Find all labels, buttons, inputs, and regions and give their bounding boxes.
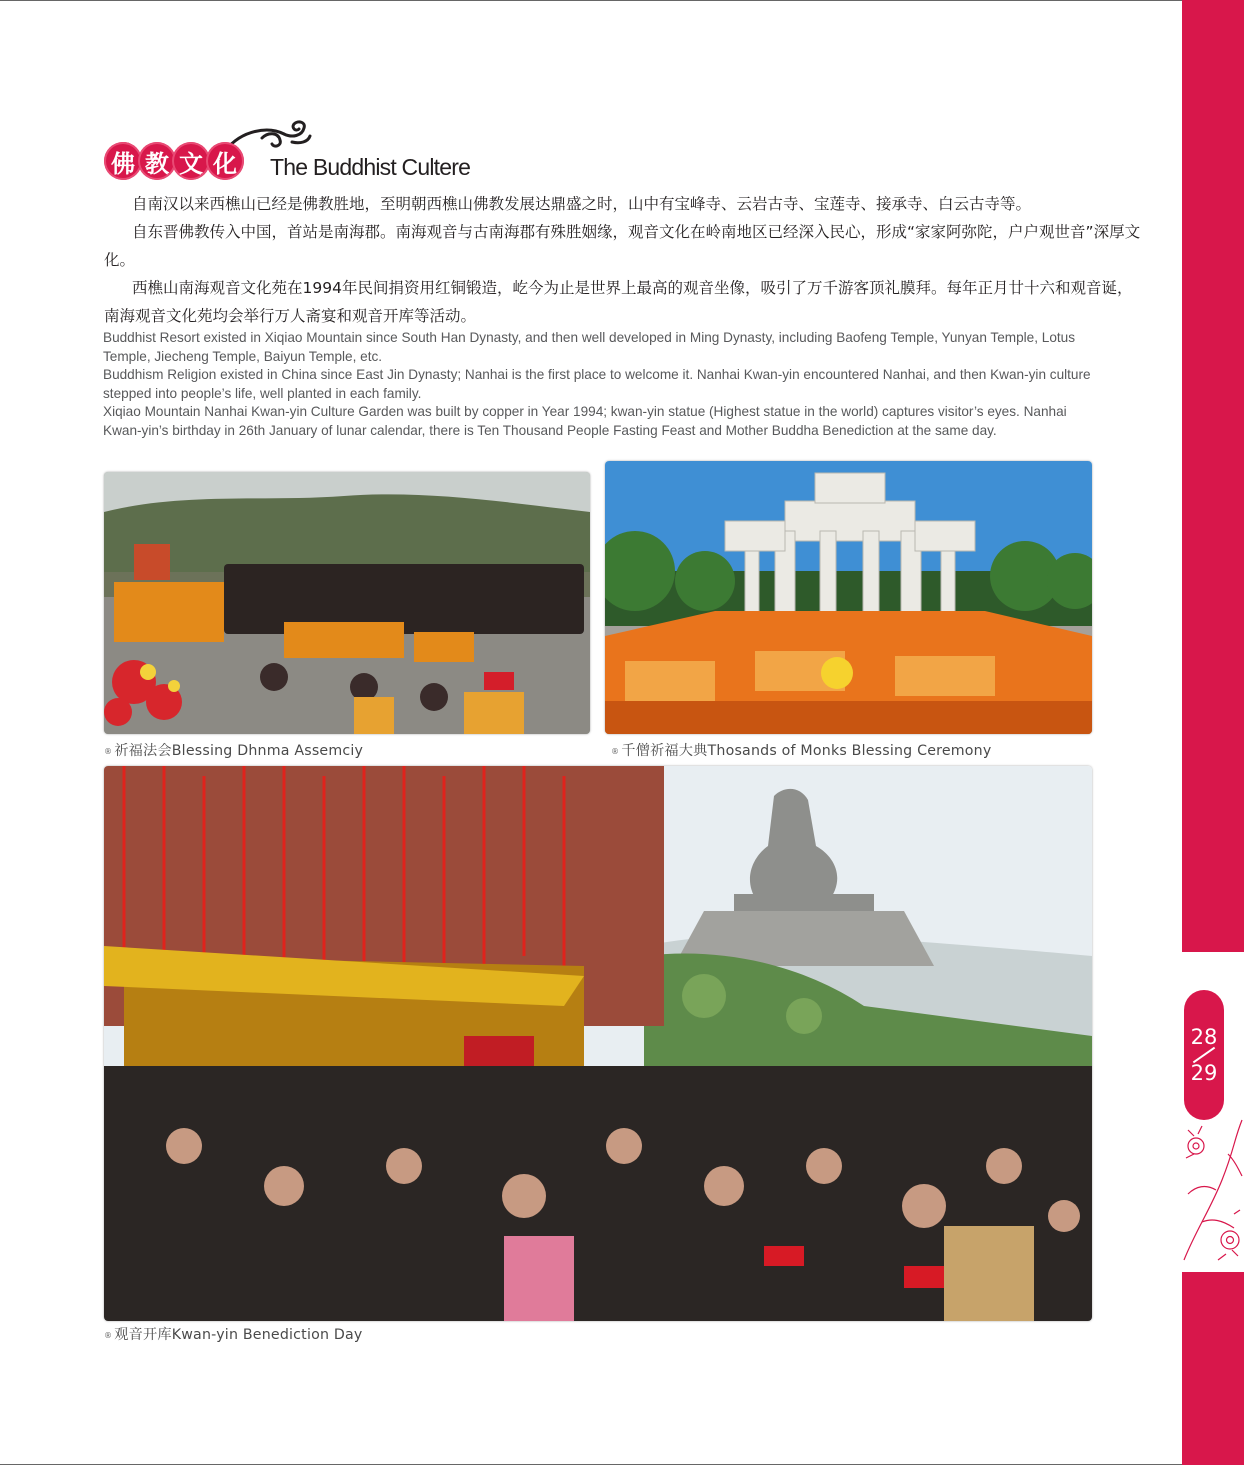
caption-photo-3 bbox=[104, 1324, 363, 1344]
body-en-paragraph-2: Buddhism Religion existed in China since East Jin Dynasty; Nanhai is the first place to welcome it. Nanhai Kwan-yin encountered Nanhai, and then Kwan-yin culture stepped into people’s life, well planted in each family. bbox=[103, 367, 1091, 401]
white-stone-archway-monks-photo bbox=[605, 461, 1092, 734]
guanyin-statue-crowd-photo bbox=[104, 766, 1092, 1321]
header-char-4: 化 bbox=[206, 142, 244, 180]
monks-blessing-assembly-photo bbox=[104, 472, 590, 734]
caption-photo-3-text: 观音开库Kwan-yin Benediction Day bbox=[114, 1327, 363, 1343]
header-title-en: The Buddhist Cultere bbox=[270, 154, 471, 180]
caption-photo-1-text: 祈福法会Blessing Dhnma Assemciy bbox=[114, 743, 364, 759]
header-title-cn bbox=[104, 142, 240, 180]
caption-photo-2 bbox=[611, 740, 991, 760]
body-text-chinese bbox=[104, 190, 1144, 330]
body-cn-paragraph-1: 自南汉以来西樵山已经是佛教胜地，至明朝西樵山佛教发展达鼎盛之时，山中有宝峰寺、云岩古寺、宝莲寺、接承寺、白云古寺等。 bbox=[132, 195, 1032, 213]
body-en-paragraph-1: Buddhist Resort existed in Xiqiao Mountain since South Han Dynasty, and then well developed in Ming Dynasty, including Baofeng Temple, Yunyan Temple, Lotus Temple, Jiecheng Temple, Baiyun Temple, etc. bbox=[103, 330, 1076, 364]
floral-branch-icon bbox=[1182, 1110, 1244, 1270]
caption-bullet: ® bbox=[104, 746, 113, 756]
page-number-left: 28 bbox=[1190, 1025, 1218, 1049]
caption-photo-1 bbox=[104, 740, 363, 760]
page-number-right: 29 bbox=[1190, 1061, 1218, 1085]
body-en-paragraph-3: Xiqiao Mountain Nanhai Kwan-yin Culture Garden was built by copper in Year 1994; kwan-yin statue (Highest statue in the world) captures visitor’s eyes. Nanhai Kwan-yin’s birthday in 26th January of lunar calendar, there is Ten Thousand People Fasting Feast and Mother Buddha Benediction at the same day. bbox=[103, 404, 1067, 438]
section-header bbox=[104, 118, 604, 188]
body-text-english bbox=[103, 329, 1093, 441]
caption-bullet: ® bbox=[611, 746, 620, 756]
header-char-1: 佛 bbox=[104, 142, 142, 180]
header-char-3: 文 bbox=[172, 142, 210, 180]
header-char-2: 教 bbox=[138, 142, 176, 180]
caption-photo-2-text: 千僧祈福大典Thosands of Monks Blessing Ceremony bbox=[621, 743, 992, 759]
body-cn-paragraph-3: 西樵山南海观音文化苑在1994年民间捐资用红铜锻造，屹今为止是世界上最高的观音坐像，吸引了万千游客顶礼膜拜。每年正月廿十六和观音诞，南海观音文化苑均会举行万人斋宴和观音开库等活动。 bbox=[104, 279, 1133, 325]
body-cn-paragraph-2: 自东晋佛教传入中国，首站是南海郡。南海观音与古南海郡有殊胜姻缘，观音文化在岭南地区已经深入民心，形成“家家阿弥陀，户户观世音”深厚文化。 bbox=[104, 223, 1141, 269]
caption-bullet: ® bbox=[104, 1330, 113, 1340]
page-number-tab bbox=[1184, 990, 1224, 1120]
